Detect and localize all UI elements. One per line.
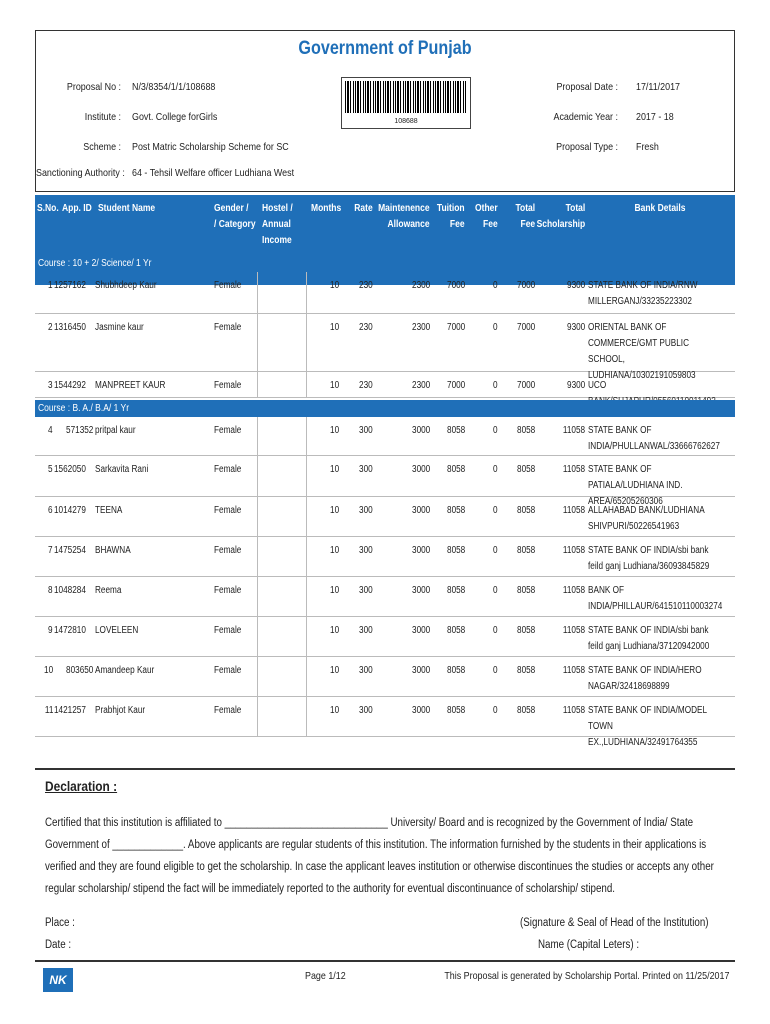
cell-rate: 300 [359,665,373,676]
table-row [35,417,735,456]
cell-app-id: 1475254 [54,545,86,556]
cell-maintenance: 3000 [411,705,430,716]
scheme-label: Scheme : [83,141,121,153]
cell-tuition: 8058 [446,464,465,475]
cell-bank-details: STATE BANK OF INDIA/MODEL TOWN EX.,LUDHIANA/32491764355 [588,705,707,748]
nk-logo-icon: NK [43,968,73,992]
proposal-no-label: Proposal No : [66,81,121,93]
cell-total-scholarship: 11058 [562,705,585,716]
cell-tuition: 8058 [446,545,465,556]
cell-months: 10 [329,665,339,676]
academic-year-label: Academic Year : [553,111,618,123]
declaration-section [35,768,735,951]
cell-months: 10 [329,505,339,516]
cell-total-fee: 8058 [516,425,535,436]
cell-student-name: LOVELEEN [95,625,139,636]
cell-bank-details: STATE BANK OF PATIALA/LUDHIANA IND. AREA/65205260306 [588,464,683,507]
cell-tuition: 8058 [446,425,465,436]
col-tuition: Tuition Fee [437,203,465,230]
cell-total-fee: 8058 [516,585,535,596]
cell-other: 0 [493,280,498,291]
table-row [35,314,735,381]
cell-total-scholarship: 11058 [562,665,585,676]
cell-total-fee: 8058 [516,545,535,556]
cell-total-fee: 8058 [516,505,535,516]
table-row [35,497,735,537]
col-student-name: Student Name [98,203,156,214]
cell-sno: 4 [48,425,53,436]
cell-sno: 3 [48,380,53,391]
col-total-fee: Total Fee [515,203,535,230]
cell-other: 0 [493,545,498,556]
col-rate: Rate [354,203,373,214]
cell-gender: Female [214,322,242,333]
cell-student-name: BHAWNA [95,545,131,556]
cell-sno: 6 [48,505,53,516]
cell-months: 10 [329,464,339,475]
cell-months: 10 [329,425,339,436]
table-row [35,372,735,398]
cell-total-scholarship: 11058 [562,585,585,596]
barcode [341,77,471,129]
cell-other: 0 [493,380,498,391]
date-label: Date : [45,939,72,951]
cell-app-id: 1257162 [54,280,86,291]
cell-bank-details: STATE BANK OF INDIA/sbi bank feild ganj Ludhiana/36093845829 [588,545,710,572]
proposal-date-label: Proposal Date : [556,81,618,93]
cell-total-scholarship: 11058 [562,545,585,556]
cell-maintenance: 2300 [411,380,430,391]
cell-total-fee: 8058 [516,705,535,716]
cell-rate: 300 [359,425,373,436]
cell-gender: Female [214,464,242,475]
cell-student-name: TEENA [95,505,123,516]
col-app-id: App. ID [62,203,92,214]
cell-months: 10 [329,625,339,636]
table-row [35,272,735,314]
barcode-text: 108688 [394,118,418,125]
place-label: Place : [45,917,75,929]
cell-app-id: 1048284 [54,585,86,596]
cell-months: 10 [329,280,339,291]
proposal-type-label: Proposal Type : [556,141,618,153]
cell-months: 10 [329,322,339,333]
cell-gender: Female [214,545,242,556]
academic-year-value: 2017 - 18 [636,111,674,123]
cell-other: 0 [493,585,498,596]
cell-gender: Female [214,425,242,436]
cell-months: 10 [329,585,339,596]
course-header: Course : 10 + 2/ Science/ 1 Yr [35,255,735,272]
cell-gender: Female [214,625,242,636]
cell-months: 10 [329,380,339,391]
cell-bank-details: UCO [588,380,607,391]
cell-bank-details: STATE BANK OF INDIA/sbi bank feild ganj Ludhiana/37120942000 [588,625,710,652]
cell-student-name: Sarkavita Rani [95,464,149,475]
cell-total-scholarship: 9300 [566,322,585,333]
cell-total-fee: 7000 [516,280,535,291]
proposal-date-value: 17/11/2017 [636,81,681,93]
cell-other: 0 [493,425,498,436]
cell-bank-details: ALLAHABAD BANK/LUDHIANA SHIVPURI/50226541963 [588,505,705,532]
cell-other: 0 [493,464,498,475]
proposal-header [35,30,735,192]
scheme-value: Post Matric Scholarship Scheme for SC [132,141,289,153]
cell-student-name: Shubhdeep Kaur [95,280,157,291]
name-label: Name (Capital Leters) : [538,939,640,951]
cell-rate: 300 [359,625,373,636]
cell-app-id: 1472810 [54,625,86,636]
cell-total-scholarship: 9300 [566,380,585,391]
cell-tuition: 7000 [446,280,465,291]
col-sno: S.No. [37,203,59,214]
cell-app-id: 571352 [65,425,93,436]
cell-total-fee: 7000 [516,322,535,333]
cell-gender: Female [214,380,242,391]
cell-total-fee: 8058 [516,625,535,636]
cell-maintenance: 2300 [411,322,430,333]
col-other: Other Fee [475,203,498,230]
col-gender: Gender / / Category [214,203,256,230]
cell-total-fee: 8058 [516,665,535,676]
page-title: Government of Punjab [298,38,472,59]
cell-other: 0 [493,625,498,636]
cell-maintenance: 3000 [411,625,430,636]
table-row [35,617,735,657]
cell-rate: 230 [359,280,373,291]
cell-app-id: 1562050 [54,464,86,475]
cell-maintenance: 3000 [411,505,430,516]
cell-maintenance: 3000 [411,585,430,596]
col-maintenance: Maintenence Allowance [378,203,430,230]
page-number: Page 1/12 [305,970,346,982]
table-row [35,537,735,577]
authority-label: Sanctioning Authority : [36,167,125,179]
cell-bank-details: STATE BANK OF INDIA/HERO NAGAR/32418698899 [588,665,702,692]
table-row [35,577,735,617]
cell-tuition: 8058 [446,505,465,516]
cell-sno: 5 [48,464,53,475]
printed-note: This Proposal is generated by Scholarship Portal. Printed on 11/25/2017 [443,970,729,982]
page-footer [35,960,735,996]
institute-label: Institute : [84,111,121,123]
cell-gender: Female [214,665,242,676]
cell-gender: Female [214,585,242,596]
institute-value: Govt. College forGirls [132,111,218,123]
cell-maintenance: 2300 [411,280,430,291]
cell-sno: 11 [44,705,53,716]
cell-bank-details: STATE BANK OF INDIA/RNW MILLERGANJ/33235223302 [588,280,698,307]
cell-sno: 7 [48,545,53,556]
cell-other: 0 [493,665,498,676]
cell-maintenance: 3000 [411,425,430,436]
cell-sno: 1 [48,280,53,291]
signature-label: (Signature & Seal of Head of the Institution) [520,917,709,929]
cell-rate: 300 [359,545,373,556]
table-row [35,657,735,697]
cell-tuition: 7000 [446,380,465,391]
cell-app-id: 1421257 [54,705,86,716]
cell-student-name: Jasmine kaur [95,322,144,333]
cell-maintenance: 3000 [411,464,430,475]
cell-bank-details: ORIENTAL BANK OF COMMERCE/GMT PUBLIC SCHOOL, LUDHIANA/10302191059803 [588,322,696,381]
cell-maintenance: 3000 [411,665,430,676]
course-header: Course : B. A./ B.A/ 1 Yr [35,400,735,417]
cell-gender: Female [214,505,242,516]
cell-app-id: 803650 [65,665,93,676]
cell-rate: 300 [359,464,373,475]
cell-rate: 300 [359,705,373,716]
cell-tuition: 7000 [446,322,465,333]
cell-student-name: Reema [95,585,122,596]
cell-total-scholarship: 11058 [562,425,585,436]
cell-other: 0 [493,705,498,716]
cell-rate: 230 [359,322,373,333]
cell-bank-details: STATE BANK OF INDIA/PHULLANWAL/33666762627 [588,425,720,452]
cell-total-scholarship: 9300 [566,280,585,291]
cell-rate: 230 [359,380,373,391]
authority-value: 64 - Tehsil Welfare officer Ludhiana West [132,167,295,179]
cell-tuition: 8058 [446,585,465,596]
col-hostel: Hostel / Annual Income [262,203,293,246]
cell-rate: 300 [359,505,373,516]
cell-app-id: 1014279 [54,505,86,516]
cell-months: 10 [329,705,339,716]
cell-app-id: 1316450 [54,322,86,333]
cell-sno: 2 [48,322,53,333]
cell-app-id: 1544292 [54,380,86,391]
cell-sno: 9 [48,625,53,636]
cell-total-scholarship: 11058 [562,625,585,636]
cell-sno: 10 [43,665,53,676]
cell-other: 0 [493,505,498,516]
cell-gender: Female [214,280,242,291]
cell-student-name: Prabhjot Kaur [95,705,146,716]
cell-student-name: Amandeep Kaur [95,665,155,676]
cell-other: 0 [493,322,498,333]
cell-total-scholarship: 11058 [562,505,585,516]
cell-tuition: 8058 [446,665,465,676]
cell-tuition: 8058 [446,705,465,716]
cell-months: 10 [329,545,339,556]
col-bank-details: Bank Details [634,203,686,214]
proposal-no-value: N/3/8354/1/1/108688 [132,81,216,93]
cell-tuition: 8058 [446,625,465,636]
col-months: Months [311,203,342,214]
cell-maintenance: 3000 [411,545,430,556]
cell-sno: 8 [48,585,53,596]
declaration-text: Certified that this institution is affiliated to ______________________________ University/ Board and is recognized by the Government of India/ State Government of _____________. Above applicants are regular students of this institution. The information furnished by the students in their applications is verified and they are found eligible to get the scholarship. In case the applicant leaves institution or otherwise discontinues the studies or accepts any other regular scholarship/ stipend the fact will be immediately reported to the authority for eventual discontinuance of scholarship/ stipend. [45,817,714,895]
cell-student-name: MANPREET KAUR [95,380,166,391]
cell-student-name: pritpal kaur [95,425,136,436]
cell-rate: 300 [359,585,373,596]
barcode-icon [345,81,467,113]
cell-total-scholarship: 11058 [562,464,585,475]
table-row [35,456,735,507]
cell-gender: Female [214,705,242,716]
declaration-title: Declaration : [45,778,118,794]
proposal-type-value: Fresh [636,141,659,153]
cell-bank-details: BANK OF INDIA/PHILLAUR/641510110003274 [588,585,723,612]
cell-total-fee: 8058 [516,464,535,475]
cell-total-fee: 7000 [516,380,535,391]
col-total-scholarship: Total Scholarship [536,203,585,230]
table-row [35,697,735,748]
